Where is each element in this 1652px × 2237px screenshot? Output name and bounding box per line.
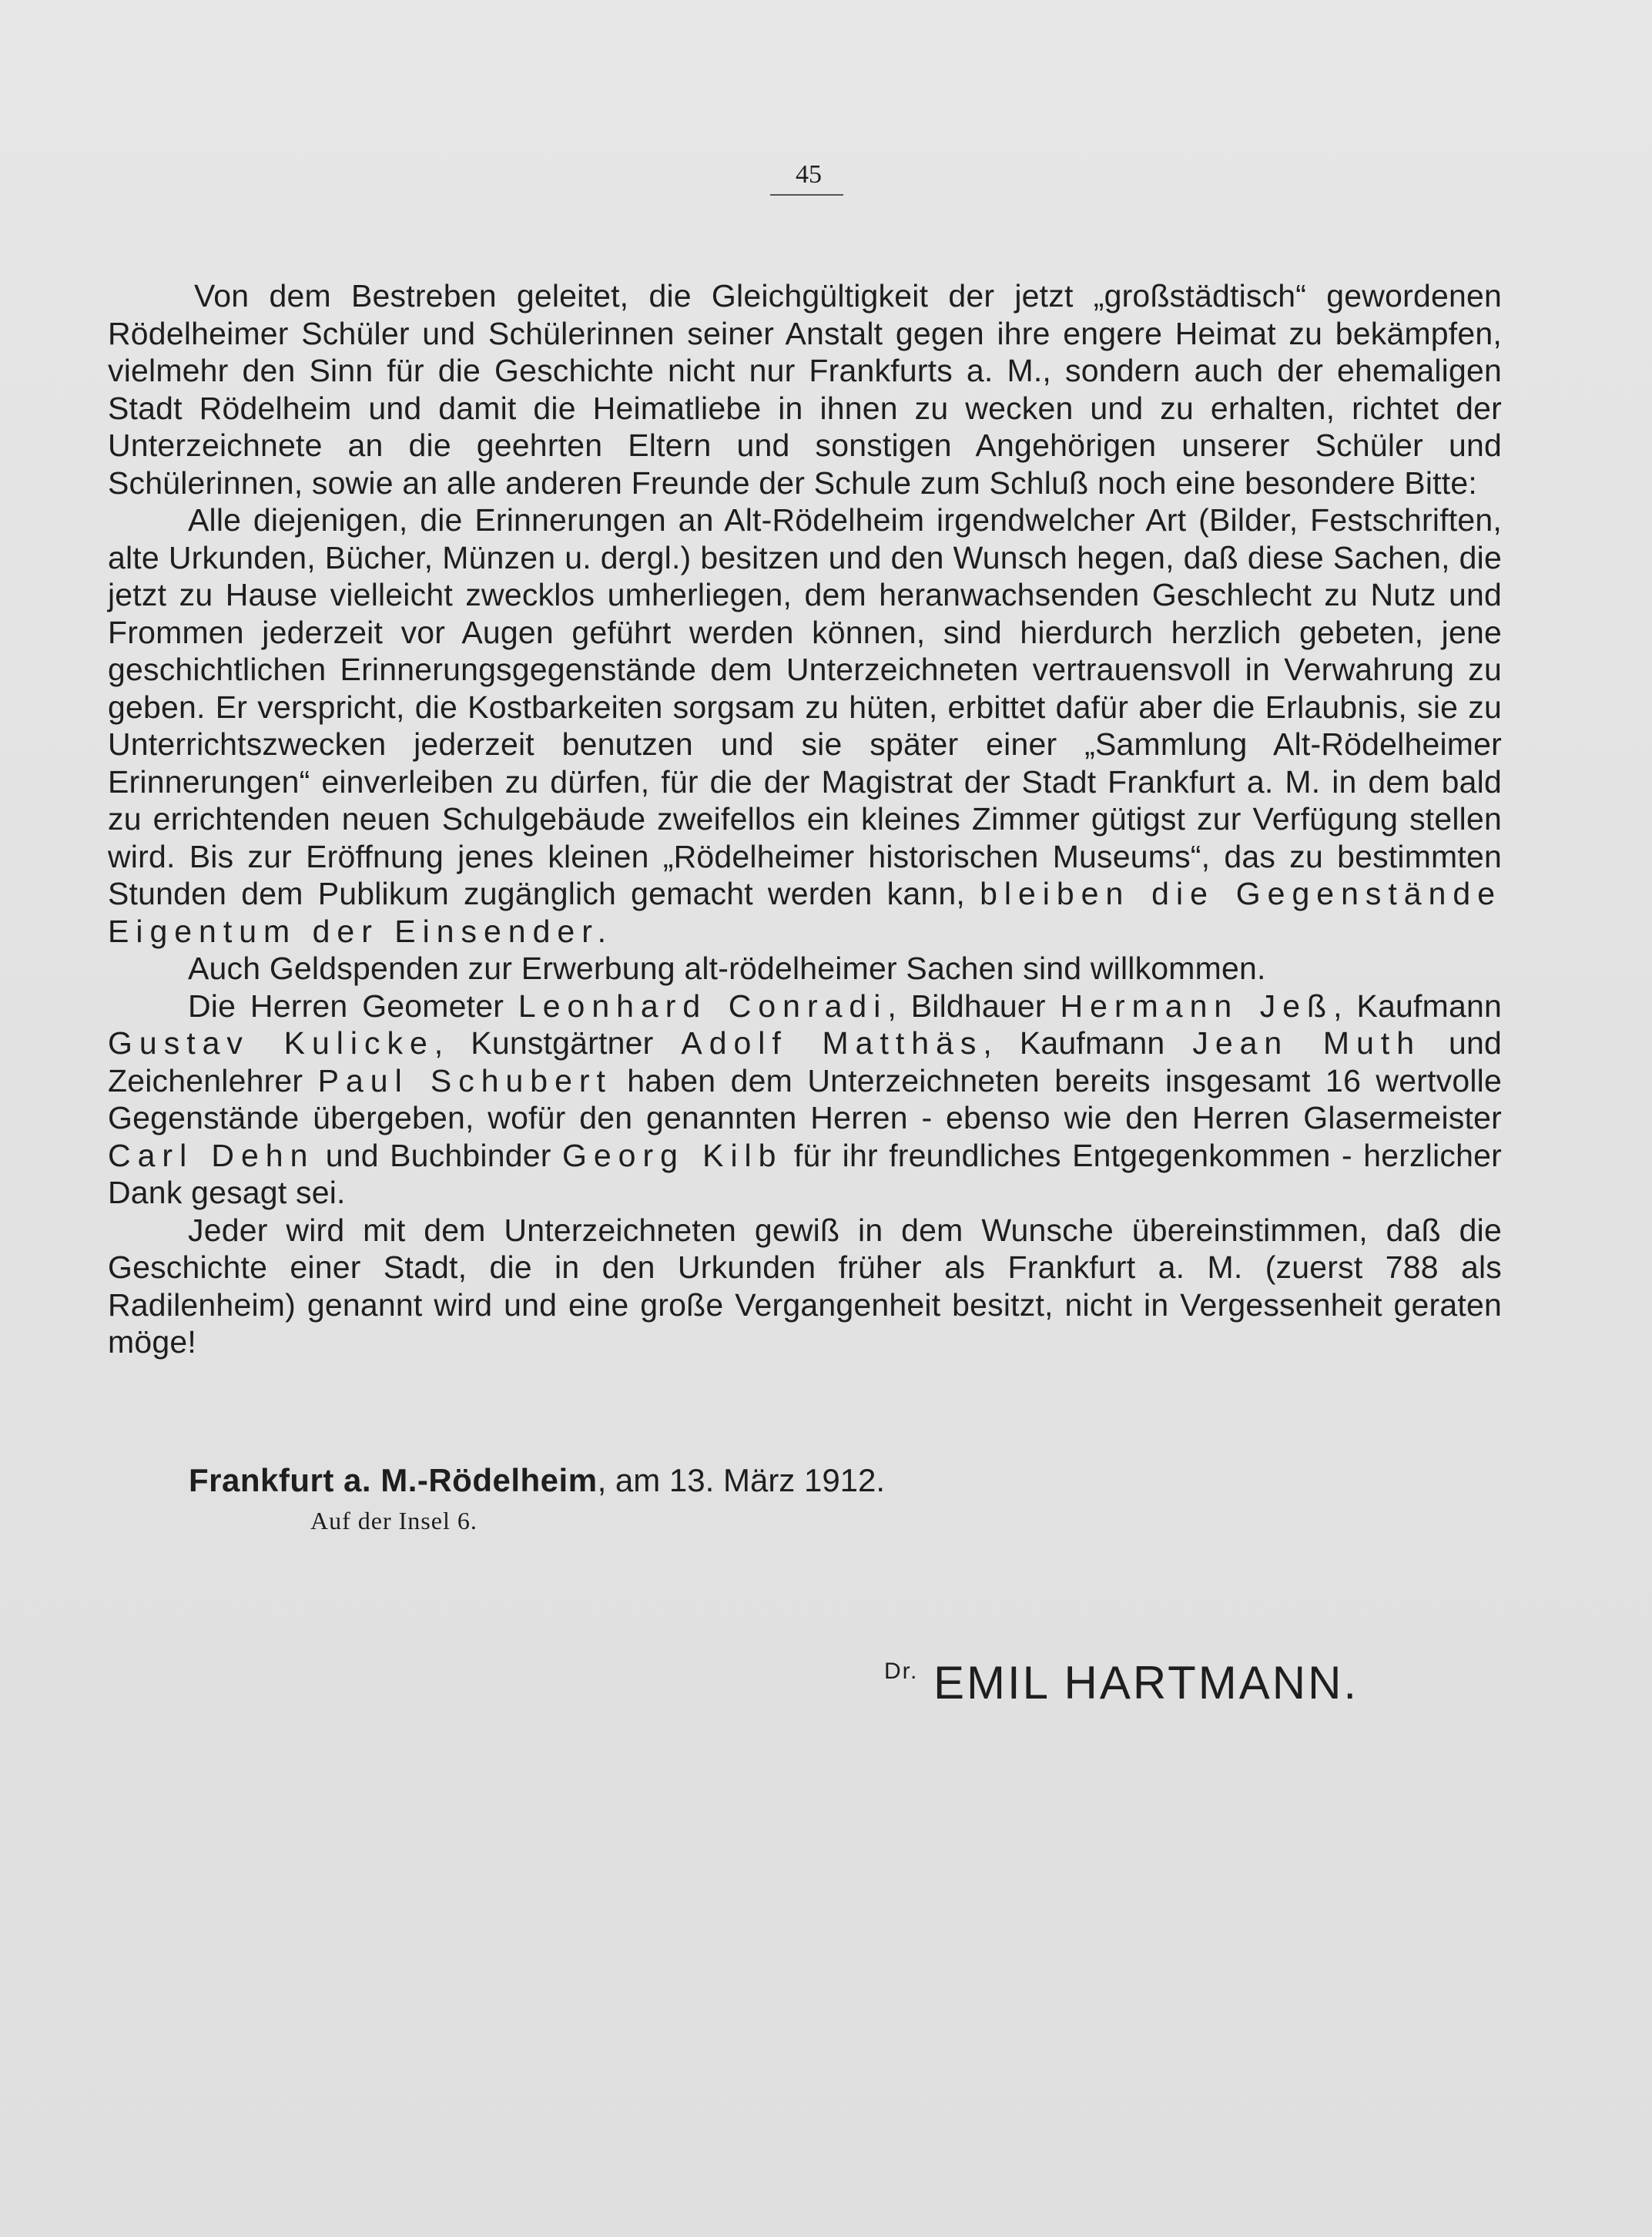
donor-name: Carl Dehn [108, 1137, 315, 1173]
place-and-date [189, 1462, 885, 1499]
property-emphasis: bleiben die Gegenstände Eigentum der Einsender. [108, 876, 1502, 949]
donor-name: Paul Schubert [317, 1062, 612, 1098]
paragraph-donors [108, 988, 1502, 1212]
donors-sep: , Bildhauer [887, 988, 1046, 1024]
place: Frankfurt a. M.-Rödelheim [189, 1462, 598, 1498]
donor-name: Adolf Matthäs [681, 1025, 983, 1061]
donors-sep: , Kunstgärtner [434, 1025, 654, 1061]
page-number: 45 [796, 160, 822, 189]
paragraph-closing-wish: Jeder wird mit dem Unterzeichneten gewiß in dem Wunsche übereinstimmen, daß die Geschichte einer Stadt, die in den Urkunden früher als Frankfurt a. M. (zuerst 788 als Radilenheim) genannt wird und eine große Vergangenheit besitzt, nicht in Vergessenheit geraten möge! [108, 1212, 1502, 1360]
donor-name: Jean Muth [1192, 1025, 1422, 1061]
paragraph-intro: Von dem Bestreben geleitet, die Gleichgültigkeit der jetzt „großstädtisch“ gewordenen Rödelheimer Schüler und Schülerinnen seiner Anstalt gegen ihre engere Heimat zu bekämpfen, vielmehr den Sinn für die Geschichte nicht nur Frankfurts a. M., sondern auch der ehemaligen Stadt Rödelheim und damit die Heimatliebe in ihnen zu wecken und zu erhalten, richtet der Unterzeichnete an die geehrten Eltern und sonstigen Angehörigen unserer Schüler und Schülerinnen, sowie an alle anderen Freunde der Schule zum Schluß noch eine besondere Bitte: [108, 278, 1502, 501]
date: , am 13. März 1912. [597, 1462, 886, 1498]
signature-title: Dr. [884, 1658, 919, 1684]
donor-name: Leonhard Conradi [518, 988, 888, 1024]
donors-sep: , Kaufmann [1333, 988, 1502, 1024]
donor-name: Georg Kilb [561, 1137, 783, 1173]
donors-sep: , Kaufmann [983, 1025, 1165, 1061]
paragraph-request [108, 501, 1502, 950]
donors-outro: für ihr freundliches Entgegenkommen - herzlicher Dank gesagt sei. [108, 1137, 1502, 1210]
paragraph-donations: Auch Geldspenden zur Erwerbung alt-rödelheimer Sachen sind willkommen. [188, 951, 1266, 986]
donors-sep: und Buchbinder [314, 1137, 551, 1173]
page-number-rule [770, 194, 843, 196]
letter-body [108, 277, 1502, 1361]
address: Auf der Insel 6. [310, 1507, 478, 1534]
donor-name: Hermann Jeß [1060, 988, 1334, 1024]
donor-name: Gustav Kulicke [108, 1025, 434, 1061]
donors-intro: Die Herren Geometer [188, 988, 504, 1024]
signature-name: EMIL HARTMANN. [933, 1657, 1359, 1709]
signature [884, 1656, 1359, 1709]
request-text: Alle diejenigen, die Erinnerungen an Alt-Rödelheim irgendwelcher Art (Bilder, Festschriften, alte Urkunden, Bücher, Münzen u. dergl.) besitzen und den Wunsch hegen, daß diese Sachen, die jetzt zu Hause vielleicht zwecklos umherliegen, dem heranwachsenden Geschlecht zu Nutz und Frommen jederzeit vor Augen geführt werden können, sind hierdurch herzlich gebeten, jene geschichtlichen Erinnerungsgegenstände dem Unterzeichneten vertrauensvoll in Verwahrung zu geben. Er verspricht, die Kostbarkeiten sorgsam zu hüten, erbittet dafür aber die Erlaubnis, sie zu Unterrichtszwecken jederzeit benutzen und sie später einer „Sammlung Alt-Rödelheimer Erinnerungen“ einverleiben zu dürfen, für die der Magistrat der Stadt Frankfurt a. M. in dem bald zu errichtenden neuen Schulgebäude zweifellos ein kleines Zimmer gütigst zur Verfügung stellen wird. Bis zur Eröffnung jenes kleinen „Rödelheimer historischen Museums“, das zu bestimmten Stunden dem Publikum zugänglich gemacht werden kann, [108, 502, 1502, 911]
donors-sep: und Zeichenlehrer [108, 1025, 1503, 1098]
donors-sep: haben dem Unterzeichneten bereits insgesamt 16 wertvolle Gegenstände übergeben, wofür den genannten Herren - ebenso wie den Herren Glasermeister [108, 1062, 1502, 1135]
